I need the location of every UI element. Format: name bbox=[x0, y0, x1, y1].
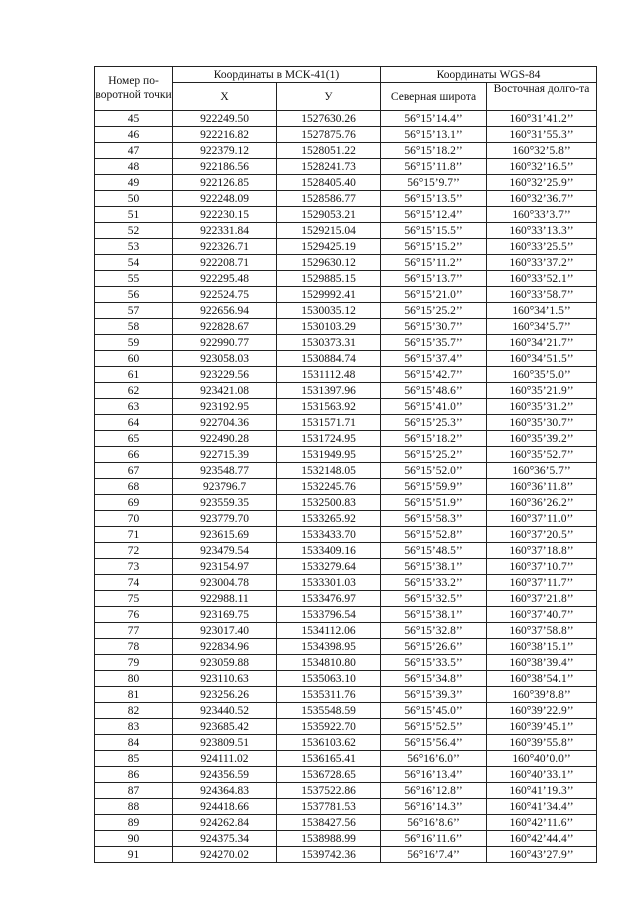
longitude-cell: 160°33’52.1’’ bbox=[487, 271, 597, 287]
y-coordinate-cell: 1528241.73 bbox=[277, 159, 381, 175]
latitude-cell: 56°16’14.3’’ bbox=[381, 799, 487, 815]
x-coordinate-cell: 923256.26 bbox=[173, 687, 277, 703]
point-number-cell: 49 bbox=[95, 175, 173, 191]
y-coordinate-cell: 1532245.76 bbox=[277, 479, 381, 495]
point-number-cell: 63 bbox=[95, 399, 173, 415]
y-coordinate-cell: 1529215.04 bbox=[277, 223, 381, 239]
point-number-cell: 90 bbox=[95, 831, 173, 847]
table-row bbox=[95, 783, 597, 799]
point-number-cell: 72 bbox=[95, 543, 173, 559]
table-row bbox=[95, 319, 597, 335]
longitude-cell: 160°37’11.0’’ bbox=[487, 511, 597, 527]
longitude-cell: 160°31’41.2’’ bbox=[487, 111, 597, 127]
table-row bbox=[95, 431, 597, 447]
point-number-cell: 86 bbox=[95, 767, 173, 783]
point-number-cell: 53 bbox=[95, 239, 173, 255]
table-row bbox=[95, 527, 597, 543]
longitude-column-header: Восточная долго-та bbox=[487, 83, 597, 111]
y-coordinate-cell: 1533409.16 bbox=[277, 543, 381, 559]
latitude-cell: 56°16’12.8’’ bbox=[381, 783, 487, 799]
latitude-cell: 56°16’7.4’’ bbox=[381, 847, 487, 863]
longitude-cell: 160°33’37.2’’ bbox=[487, 255, 597, 271]
latitude-cell: 56°15’32.8’’ bbox=[381, 623, 487, 639]
y-coordinate-cell: 1529630.12 bbox=[277, 255, 381, 271]
latitude-cell: 56°15’38.1’’ bbox=[381, 559, 487, 575]
table-row bbox=[95, 223, 597, 239]
longitude-cell: 160°35’52.7’’ bbox=[487, 447, 597, 463]
table-row bbox=[95, 447, 597, 463]
point-number-header: Номер по-воротной точки bbox=[95, 67, 173, 111]
y-coordinate-cell: 1528051.22 bbox=[277, 143, 381, 159]
point-number-cell: 64 bbox=[95, 415, 173, 431]
point-number-cell: 78 bbox=[95, 639, 173, 655]
latitude-cell: 56°15’38.1’’ bbox=[381, 607, 487, 623]
table-row bbox=[95, 559, 597, 575]
point-number-cell: 55 bbox=[95, 271, 173, 287]
latitude-cell: 56°16’11.6’’ bbox=[381, 831, 487, 847]
latitude-cell: 56°15’15.2’’ bbox=[381, 239, 487, 255]
y-coordinate-cell: 1539742.36 bbox=[277, 847, 381, 863]
y-coordinate-cell: 1535548.59 bbox=[277, 703, 381, 719]
latitude-cell: 56°15’13.7’’ bbox=[381, 271, 487, 287]
x-coordinate-cell: 923110.63 bbox=[173, 671, 277, 687]
table-row bbox=[95, 239, 597, 255]
x-coordinate-cell: 924375.34 bbox=[173, 831, 277, 847]
x-coordinate-cell: 922249.50 bbox=[173, 111, 277, 127]
point-number-cell: 57 bbox=[95, 303, 173, 319]
table-body bbox=[95, 111, 597, 863]
longitude-cell: 160°39’55.8’’ bbox=[487, 735, 597, 751]
table-row bbox=[95, 463, 597, 479]
table-row bbox=[95, 623, 597, 639]
x-coordinate-cell: 922524.75 bbox=[173, 287, 277, 303]
y-coordinate-cell: 1530103.29 bbox=[277, 319, 381, 335]
x-coordinate-cell: 922828.67 bbox=[173, 319, 277, 335]
point-number-cell: 73 bbox=[95, 559, 173, 575]
x-coordinate-cell: 923017.40 bbox=[173, 623, 277, 639]
table-row bbox=[95, 415, 597, 431]
table-row bbox=[95, 143, 597, 159]
table-row bbox=[95, 479, 597, 495]
y-column-header: У bbox=[277, 83, 381, 111]
latitude-cell: 56°15’41.0’’ bbox=[381, 399, 487, 415]
table-row bbox=[95, 255, 597, 271]
y-coordinate-cell: 1533796.54 bbox=[277, 607, 381, 623]
table-row bbox=[95, 575, 597, 591]
longitude-cell: 160°37’40.7’’ bbox=[487, 607, 597, 623]
longitude-cell: 160°37’18.8’’ bbox=[487, 543, 597, 559]
y-coordinate-cell: 1530373.31 bbox=[277, 335, 381, 351]
y-coordinate-cell: 1527630.26 bbox=[277, 111, 381, 127]
y-coordinate-cell: 1536103.62 bbox=[277, 735, 381, 751]
longitude-cell: 160°33’13.3’’ bbox=[487, 223, 597, 239]
longitude-cell: 160°43’27.9’’ bbox=[487, 847, 597, 863]
longitude-cell: 160°38’39.4’’ bbox=[487, 655, 597, 671]
table-row bbox=[95, 127, 597, 143]
latitude-cell: 56°15’51.9’’ bbox=[381, 495, 487, 511]
longitude-cell: 160°39’8.8’’ bbox=[487, 687, 597, 703]
latitude-cell: 56°15’39.3’’ bbox=[381, 687, 487, 703]
y-coordinate-cell: 1538427.56 bbox=[277, 815, 381, 831]
longitude-cell: 160°42’44.4’’ bbox=[487, 831, 597, 847]
longitude-cell: 160°38’54.1’’ bbox=[487, 671, 597, 687]
latitude-cell: 56°15’18.2’’ bbox=[381, 143, 487, 159]
longitude-cell: 160°35’30.7’’ bbox=[487, 415, 597, 431]
point-number-cell: 70 bbox=[95, 511, 173, 527]
x-coordinate-cell: 923440.52 bbox=[173, 703, 277, 719]
x-coordinate-cell: 922216.82 bbox=[173, 127, 277, 143]
longitude-cell: 160°35’5.0’’ bbox=[487, 367, 597, 383]
longitude-cell: 160°42’11.6’’ bbox=[487, 815, 597, 831]
longitude-cell: 160°33’58.7’’ bbox=[487, 287, 597, 303]
table-row bbox=[95, 815, 597, 831]
point-number-cell: 65 bbox=[95, 431, 173, 447]
longitude-cell: 160°36’26.2’’ bbox=[487, 495, 597, 511]
x-coordinate-cell: 923559.35 bbox=[173, 495, 277, 511]
y-coordinate-cell: 1529992.41 bbox=[277, 287, 381, 303]
longitude-cell: 160°40’0.0’’ bbox=[487, 751, 597, 767]
point-number-cell: 69 bbox=[95, 495, 173, 511]
longitude-cell: 160°40’33.1’’ bbox=[487, 767, 597, 783]
table-row bbox=[95, 671, 597, 687]
point-number-cell: 76 bbox=[95, 607, 173, 623]
point-number-cell: 68 bbox=[95, 479, 173, 495]
table-row bbox=[95, 543, 597, 559]
table-row bbox=[95, 191, 597, 207]
point-number-cell: 66 bbox=[95, 447, 173, 463]
x-coordinate-cell: 923004.78 bbox=[173, 575, 277, 591]
latitude-cell: 56°15’25.3’’ bbox=[381, 415, 487, 431]
table-row bbox=[95, 207, 597, 223]
point-number-cell: 81 bbox=[95, 687, 173, 703]
table-row bbox=[95, 351, 597, 367]
x-coordinate-cell: 922704.36 bbox=[173, 415, 277, 431]
y-coordinate-cell: 1533279.64 bbox=[277, 559, 381, 575]
table-row bbox=[95, 159, 597, 175]
x-coordinate-cell: 923479.54 bbox=[173, 543, 277, 559]
latitude-cell: 56°15’18.2’’ bbox=[381, 431, 487, 447]
point-number-cell: 75 bbox=[95, 591, 173, 607]
point-number-cell: 56 bbox=[95, 287, 173, 303]
y-coordinate-cell: 1531949.95 bbox=[277, 447, 381, 463]
point-number-cell: 83 bbox=[95, 719, 173, 735]
table-row bbox=[95, 367, 597, 383]
y-coordinate-cell: 1531563.92 bbox=[277, 399, 381, 415]
x-coordinate-cell: 924262.84 bbox=[173, 815, 277, 831]
x-coordinate-cell: 923058.03 bbox=[173, 351, 277, 367]
x-coordinate-cell: 924270.02 bbox=[173, 847, 277, 863]
latitude-cell: 56°15’15.5’’ bbox=[381, 223, 487, 239]
latitude-cell: 56°15’52.8’’ bbox=[381, 527, 487, 543]
point-number-cell: 85 bbox=[95, 751, 173, 767]
longitude-cell: 160°32’16.5’’ bbox=[487, 159, 597, 175]
x-coordinate-cell: 922834.96 bbox=[173, 639, 277, 655]
table-row bbox=[95, 399, 597, 415]
longitude-cell: 160°35’31.2’’ bbox=[487, 399, 597, 415]
longitude-cell: 160°37’58.8’’ bbox=[487, 623, 597, 639]
point-number-cell: 80 bbox=[95, 671, 173, 687]
point-number-cell: 84 bbox=[95, 735, 173, 751]
longitude-cell: 160°37’20.5’’ bbox=[487, 527, 597, 543]
wgs-coordinates-header: Координаты WGS-84 bbox=[381, 67, 597, 83]
y-coordinate-cell: 1530884.74 bbox=[277, 351, 381, 367]
y-coordinate-cell: 1529425.19 bbox=[277, 239, 381, 255]
longitude-cell: 160°31’55.3’’ bbox=[487, 127, 597, 143]
table-row bbox=[95, 175, 597, 191]
latitude-cell: 56°15’33.2’’ bbox=[381, 575, 487, 591]
point-number-cell: 45 bbox=[95, 111, 173, 127]
point-number-cell: 71 bbox=[95, 527, 173, 543]
x-coordinate-cell: 922208.71 bbox=[173, 255, 277, 271]
y-coordinate-cell: 1534810.80 bbox=[277, 655, 381, 671]
latitude-cell: 56°15’59.9’’ bbox=[381, 479, 487, 495]
x-coordinate-cell: 923229.56 bbox=[173, 367, 277, 383]
latitude-cell: 56°15’35.7’’ bbox=[381, 335, 487, 351]
latitude-cell: 56°15’32.5’’ bbox=[381, 591, 487, 607]
point-number-cell: 79 bbox=[95, 655, 173, 671]
x-coordinate-cell: 922988.11 bbox=[173, 591, 277, 607]
latitude-cell: 56°15’34.8’’ bbox=[381, 671, 487, 687]
longitude-cell: 160°38’15.1’’ bbox=[487, 639, 597, 655]
x-coordinate-cell: 923421.08 bbox=[173, 383, 277, 399]
table-row bbox=[95, 847, 597, 863]
longitude-cell: 160°36’5.7’’ bbox=[487, 463, 597, 479]
table-row bbox=[95, 703, 597, 719]
point-number-cell: 50 bbox=[95, 191, 173, 207]
y-coordinate-cell: 1529053.21 bbox=[277, 207, 381, 223]
x-column-header: Х bbox=[173, 83, 277, 111]
y-coordinate-cell: 1538988.99 bbox=[277, 831, 381, 847]
point-number-cell: 54 bbox=[95, 255, 173, 271]
y-coordinate-cell: 1531112.48 bbox=[277, 367, 381, 383]
point-number-cell: 91 bbox=[95, 847, 173, 863]
x-coordinate-cell: 922295.48 bbox=[173, 271, 277, 287]
latitude-cell: 56°15’13.1’’ bbox=[381, 127, 487, 143]
table-row bbox=[95, 751, 597, 767]
x-coordinate-cell: 922990.77 bbox=[173, 335, 277, 351]
table-row bbox=[95, 287, 597, 303]
latitude-cell: 56°15’25.2’’ bbox=[381, 447, 487, 463]
table-row bbox=[95, 719, 597, 735]
longitude-cell: 160°33’25.5’’ bbox=[487, 239, 597, 255]
y-coordinate-cell: 1530035.12 bbox=[277, 303, 381, 319]
table-row bbox=[95, 735, 597, 751]
latitude-cell: 56°15’12.4’’ bbox=[381, 207, 487, 223]
latitude-cell: 56°15’42.7’’ bbox=[381, 367, 487, 383]
point-number-cell: 77 bbox=[95, 623, 173, 639]
y-coordinate-cell: 1532500.83 bbox=[277, 495, 381, 511]
table-row bbox=[95, 607, 597, 623]
latitude-cell: 56°15’56.4’’ bbox=[381, 735, 487, 751]
y-coordinate-cell: 1536728.65 bbox=[277, 767, 381, 783]
longitude-cell: 160°34’21.7’’ bbox=[487, 335, 597, 351]
longitude-cell: 160°34’51.5’’ bbox=[487, 351, 597, 367]
point-number-cell: 46 bbox=[95, 127, 173, 143]
x-coordinate-cell: 922126.85 bbox=[173, 175, 277, 191]
y-coordinate-cell: 1537522.86 bbox=[277, 783, 381, 799]
y-coordinate-cell: 1532148.05 bbox=[277, 463, 381, 479]
latitude-cell: 56°15’9.7’’ bbox=[381, 175, 487, 191]
longitude-cell: 160°34’5.7’’ bbox=[487, 319, 597, 335]
point-number-cell: 74 bbox=[95, 575, 173, 591]
y-coordinate-cell: 1531724.95 bbox=[277, 431, 381, 447]
y-coordinate-cell: 1537781.53 bbox=[277, 799, 381, 815]
longitude-cell: 160°36’11.8’’ bbox=[487, 479, 597, 495]
table-row bbox=[95, 687, 597, 703]
x-coordinate-cell: 922248.09 bbox=[173, 191, 277, 207]
point-number-cell: 82 bbox=[95, 703, 173, 719]
point-number-cell: 48 bbox=[95, 159, 173, 175]
x-coordinate-cell: 922186.56 bbox=[173, 159, 277, 175]
longitude-cell: 160°35’21.9’’ bbox=[487, 383, 597, 399]
x-coordinate-cell: 922326.71 bbox=[173, 239, 277, 255]
longitude-cell: 160°37’21.8’’ bbox=[487, 591, 597, 607]
latitude-cell: 56°15’26.6’’ bbox=[381, 639, 487, 655]
x-coordinate-cell: 924356.59 bbox=[173, 767, 277, 783]
table-row bbox=[95, 383, 597, 399]
latitude-cell: 56°15’52.0’’ bbox=[381, 463, 487, 479]
point-number-cell: 58 bbox=[95, 319, 173, 335]
table-row bbox=[95, 655, 597, 671]
latitude-cell: 56°16’6.0’’ bbox=[381, 751, 487, 767]
point-number-cell: 59 bbox=[95, 335, 173, 351]
x-coordinate-cell: 923169.75 bbox=[173, 607, 277, 623]
latitude-cell: 56°15’11.8’’ bbox=[381, 159, 487, 175]
coordinates-table bbox=[94, 66, 597, 863]
point-number-cell: 60 bbox=[95, 351, 173, 367]
x-coordinate-cell: 923548.77 bbox=[173, 463, 277, 479]
latitude-cell: 56°16’13.4’’ bbox=[381, 767, 487, 783]
x-coordinate-cell: 923809.51 bbox=[173, 735, 277, 751]
latitude-cell: 56°15’37.4’’ bbox=[381, 351, 487, 367]
table-row bbox=[95, 591, 597, 607]
longitude-cell: 160°34’1.5’’ bbox=[487, 303, 597, 319]
latitude-cell: 56°15’58.3’’ bbox=[381, 511, 487, 527]
y-coordinate-cell: 1536165.41 bbox=[277, 751, 381, 767]
x-coordinate-cell: 922656.94 bbox=[173, 303, 277, 319]
point-number-cell: 89 bbox=[95, 815, 173, 831]
latitude-cell: 56°15’33.5’’ bbox=[381, 655, 487, 671]
y-coordinate-cell: 1531571.71 bbox=[277, 415, 381, 431]
point-number-cell: 67 bbox=[95, 463, 173, 479]
x-coordinate-cell: 922715.39 bbox=[173, 447, 277, 463]
x-coordinate-cell: 923796.7 bbox=[173, 479, 277, 495]
table-row bbox=[95, 271, 597, 287]
x-coordinate-cell: 922379.12 bbox=[173, 143, 277, 159]
coordinates-table-wrapper bbox=[94, 66, 597, 863]
point-number-cell: 62 bbox=[95, 383, 173, 399]
latitude-cell: 56°15’25.2’’ bbox=[381, 303, 487, 319]
y-coordinate-cell: 1534398.95 bbox=[277, 639, 381, 655]
y-coordinate-cell: 1528405.40 bbox=[277, 175, 381, 191]
x-coordinate-cell: 922331.84 bbox=[173, 223, 277, 239]
y-coordinate-cell: 1533476.97 bbox=[277, 591, 381, 607]
y-coordinate-cell: 1533265.92 bbox=[277, 511, 381, 527]
point-number-cell: 52 bbox=[95, 223, 173, 239]
longitude-cell: 160°37’10.7’’ bbox=[487, 559, 597, 575]
latitude-cell: 56°15’52.5’’ bbox=[381, 719, 487, 735]
y-coordinate-cell: 1528586.77 bbox=[277, 191, 381, 207]
point-number-cell: 47 bbox=[95, 143, 173, 159]
table-row bbox=[95, 767, 597, 783]
y-coordinate-cell: 1527875.76 bbox=[277, 127, 381, 143]
longitude-cell: 160°32’5.8’’ bbox=[487, 143, 597, 159]
y-coordinate-cell: 1535922.70 bbox=[277, 719, 381, 735]
latitude-cell: 56°15’13.5’’ bbox=[381, 191, 487, 207]
x-coordinate-cell: 924111.02 bbox=[173, 751, 277, 767]
longitude-cell: 160°37’11.7’’ bbox=[487, 575, 597, 591]
y-coordinate-cell: 1531397.96 bbox=[277, 383, 381, 399]
longitude-cell: 160°35’39.2’’ bbox=[487, 431, 597, 447]
table-row bbox=[95, 495, 597, 511]
y-coordinate-cell: 1533301.03 bbox=[277, 575, 381, 591]
table-row bbox=[95, 511, 597, 527]
x-coordinate-cell: 923685.42 bbox=[173, 719, 277, 735]
latitude-cell: 56°15’48.6’’ bbox=[381, 383, 487, 399]
x-coordinate-cell: 923154.97 bbox=[173, 559, 277, 575]
x-coordinate-cell: 924418.66 bbox=[173, 799, 277, 815]
table-header bbox=[95, 67, 597, 111]
latitude-cell: 56°15’48.5’’ bbox=[381, 543, 487, 559]
table-row bbox=[95, 303, 597, 319]
longitude-cell: 160°41’34.4’’ bbox=[487, 799, 597, 815]
latitude-cell: 56°15’45.0’’ bbox=[381, 703, 487, 719]
latitude-column-header: Северная широта bbox=[381, 83, 487, 111]
table-row bbox=[95, 831, 597, 847]
longitude-cell: 160°39’45.1’’ bbox=[487, 719, 597, 735]
point-number-cell: 87 bbox=[95, 783, 173, 799]
longitude-cell: 160°32’25.9’’ bbox=[487, 175, 597, 191]
point-number-cell: 88 bbox=[95, 799, 173, 815]
x-coordinate-cell: 922230.15 bbox=[173, 207, 277, 223]
x-coordinate-cell: 922490.28 bbox=[173, 431, 277, 447]
table-row bbox=[95, 639, 597, 655]
point-number-cell: 51 bbox=[95, 207, 173, 223]
table-row bbox=[95, 111, 597, 127]
latitude-cell: 56°15’21.0’’ bbox=[381, 287, 487, 303]
x-coordinate-cell: 923779.70 bbox=[173, 511, 277, 527]
y-coordinate-cell: 1534112.06 bbox=[277, 623, 381, 639]
x-coordinate-cell: 924364.83 bbox=[173, 783, 277, 799]
latitude-cell: 56°15’30.7’’ bbox=[381, 319, 487, 335]
y-coordinate-cell: 1533433.70 bbox=[277, 527, 381, 543]
longitude-cell: 160°32’36.7’’ bbox=[487, 191, 597, 207]
longitude-cell: 160°39’22.9’’ bbox=[487, 703, 597, 719]
latitude-cell: 56°15’14.4’’ bbox=[381, 111, 487, 127]
longitude-cell: 160°41’19.3’’ bbox=[487, 783, 597, 799]
table-row bbox=[95, 335, 597, 351]
msk-coordinates-header: Координаты в МСК-41(1) bbox=[173, 67, 381, 83]
y-coordinate-cell: 1535063.10 bbox=[277, 671, 381, 687]
y-coordinate-cell: 1535311.76 bbox=[277, 687, 381, 703]
longitude-cell: 160°33’3.7’’ bbox=[487, 207, 597, 223]
y-coordinate-cell: 1529885.15 bbox=[277, 271, 381, 287]
x-coordinate-cell: 923615.69 bbox=[173, 527, 277, 543]
point-number-cell: 61 bbox=[95, 367, 173, 383]
latitude-cell: 56°15’11.2’’ bbox=[381, 255, 487, 271]
x-coordinate-cell: 923192.95 bbox=[173, 399, 277, 415]
latitude-cell: 56°16’8.6’’ bbox=[381, 815, 487, 831]
table-row bbox=[95, 799, 597, 815]
x-coordinate-cell: 923059.88 bbox=[173, 655, 277, 671]
